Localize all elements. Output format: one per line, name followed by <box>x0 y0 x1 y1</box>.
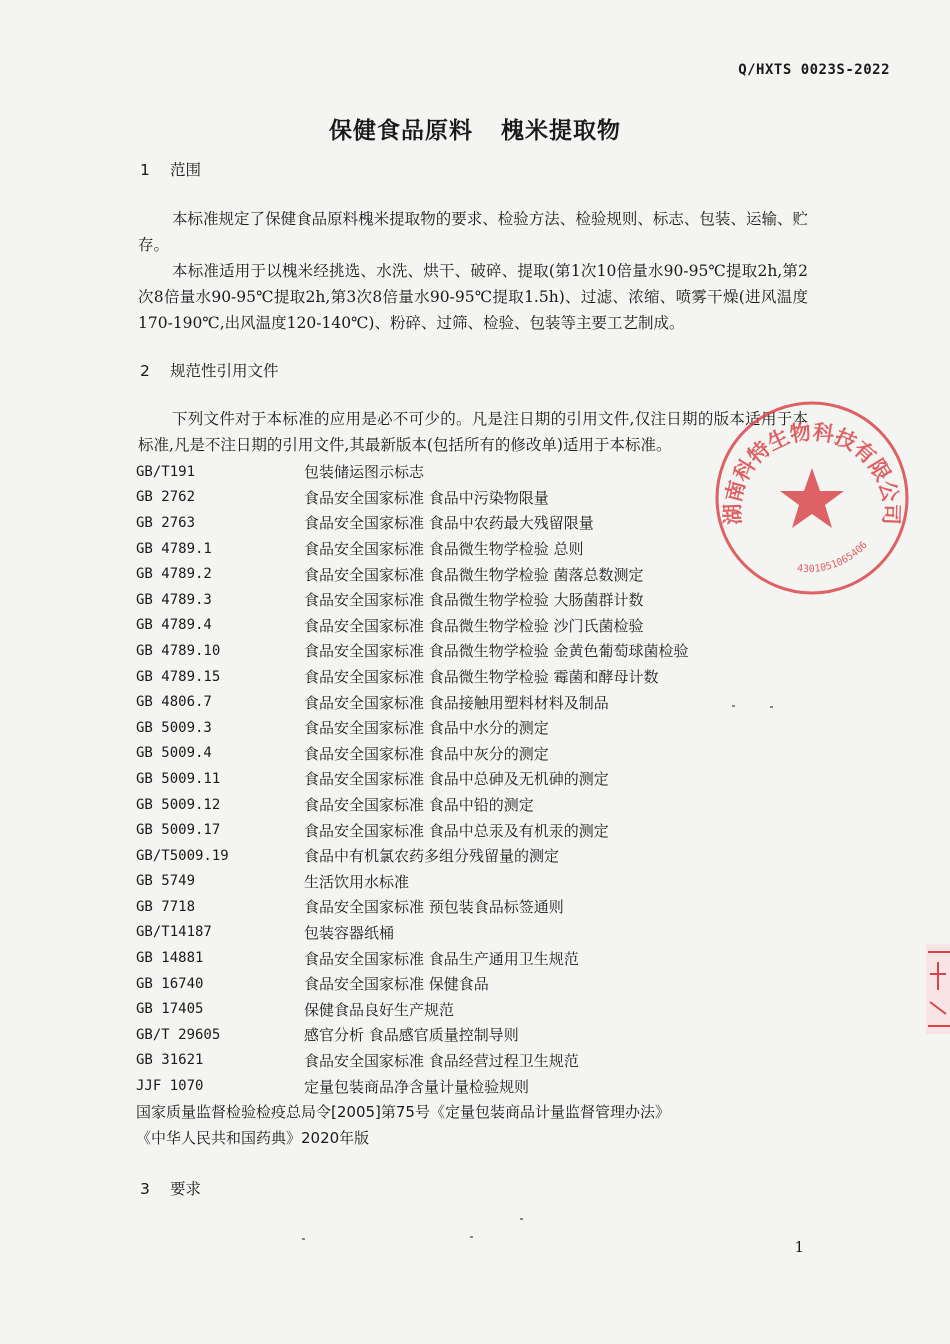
references-list <box>136 459 689 1099</box>
reference-title: 食品安全国家标准 食品中水分的测定 <box>304 719 549 738</box>
reference-code: GB/T191 <box>136 463 196 480</box>
references-intro: 下列文件对于本标准的应用是必不可少的。凡是注日期的引用文件,仅注日期的版本适用于本标准,凡是不注日期的引用文件,其最新版本(包括所有的修改单)适用于本标准。 <box>138 410 808 454</box>
section-2-heading <box>140 359 279 381</box>
reference-code: GB 5009.11 <box>136 770 221 787</box>
section-title: 要求 <box>170 1180 202 1198</box>
reference-title: 食品安全国家标准 食品中污染物限量 <box>304 488 549 507</box>
reference-row <box>136 459 689 485</box>
reference-code: GB 17405 <box>136 1001 204 1018</box>
reference-title: 食品安全国家标准 食品微生物学检验 菌落总数测定 <box>304 565 644 584</box>
reference-row <box>136 817 689 843</box>
reference-row <box>136 638 689 664</box>
reference-title: 食品安全国家标准 预包装食品标签通则 <box>304 898 564 917</box>
reference-row <box>136 664 689 690</box>
reference-row <box>136 766 689 792</box>
reference-row <box>136 485 689 511</box>
reference-code: GB 4789.4 <box>136 617 212 634</box>
reference-title: 食品安全国家标准 保健食品 <box>304 975 489 994</box>
reference-code: GB 5009.4 <box>136 745 212 762</box>
reference-title: 食品安全国家标准 食品生产通用卫生规范 <box>304 949 579 968</box>
reference-row <box>136 510 689 536</box>
reference-code: GB 14881 <box>136 950 204 967</box>
scope-paragraph-1: 本标准规定了保健食品原料槐米提取物的要求、检验方法、检验规则、标志、包装、运输、贮存。 <box>138 210 808 254</box>
reference-code: GB 4789.3 <box>136 591 212 608</box>
reference-row <box>136 715 689 741</box>
reference-code: GB 4806.7 <box>136 694 212 711</box>
adjacent-page-seal-fragment <box>922 944 950 1034</box>
reference-row <box>136 869 689 895</box>
reference-row <box>136 613 689 639</box>
reference-row <box>136 894 689 920</box>
reference-code: GB 5749 <box>136 873 196 890</box>
company-seal <box>712 398 912 598</box>
reference-title: 食品安全国家标准 食品接触用塑料材料及制品 <box>304 693 609 712</box>
reference-title: 包装储运图示标志 <box>304 463 425 482</box>
extra-reference-1: 国家质量监督检验检疫总局令[2005]第75号《定量包装商品计量监督管理办法》 <box>136 1103 670 1121</box>
reference-title: 定量包装商品净含量计量检验规则 <box>304 1077 530 1096</box>
reference-row <box>136 1073 689 1099</box>
reference-title: 食品安全国家标准 食品中灰分的测定 <box>304 744 549 763</box>
reference-code: GB 16740 <box>136 975 204 992</box>
reference-title: 食品安全国家标准 食品微生物学检验 总则 <box>304 540 584 559</box>
title-part-1: 保健食品原料 <box>329 118 473 144</box>
reference-row <box>136 561 689 587</box>
reference-code: GB 2763 <box>136 514 196 531</box>
section-number: 2 <box>140 362 150 380</box>
svg-text:4301051065406 <box>796 540 869 575</box>
document-title <box>0 112 950 145</box>
reference-title: 包装容器纸桶 <box>304 923 395 942</box>
star-icon <box>780 468 844 528</box>
reference-code: GB 2762 <box>136 489 196 506</box>
reference-code: JJF 1070 <box>136 1078 204 1095</box>
reference-code: GB 5009.3 <box>136 719 212 736</box>
extra-reference-2: 《中华人民共和国药典》2020年版 <box>136 1129 370 1147</box>
scope-paragraph-2: 本标准适用于以槐米经挑选、水洗、烘干、破碎、提取(第1次10倍量水90-95℃提取2h,第2次8倍量水90-95℃提取2h,第3次8倍量水90-95℃提取1.5h)、过滤、浓缩、喷雾干燥(进风温度170-190℃,出风温度120-140℃)、粉碎、过筛、检验、包装等主要工艺制成。 <box>138 262 808 332</box>
reference-code: GB/T14187 <box>136 924 212 941</box>
reference-code: GB/T 29605 <box>136 1026 221 1043</box>
reference-code: GB 4789.1 <box>136 540 212 557</box>
title-part-2: 槐米提取物 <box>501 118 621 144</box>
seal-number: 4301051065406 <box>796 539 870 576</box>
reference-title: 食品安全国家标准 食品中总汞及有机汞的测定 <box>304 821 609 840</box>
reference-code: GB 5009.17 <box>136 822 221 839</box>
section-1-heading <box>140 158 201 180</box>
reference-title: 感官分析 食品感官质量控制导则 <box>304 1026 519 1045</box>
section-title: 规范性引用文件 <box>170 362 279 380</box>
reference-row <box>136 1022 689 1048</box>
reference-row <box>136 843 689 869</box>
reference-title: 食品中有机氯农药多组分残留量的测定 <box>304 847 560 866</box>
reference-title: 食品安全国家标准 食品经营过程卫生规范 <box>304 1051 579 1070</box>
reference-title: 食品安全国家标准 食品中总砷及无机砷的测定 <box>304 770 609 789</box>
reference-title: 食品安全国家标准 食品微生物学检验 沙门氏菌检验 <box>304 616 644 635</box>
seal-text: 湖南科特生物科技有限公司 <box>720 419 904 526</box>
reference-row <box>136 587 689 613</box>
reference-title: 食品安全国家标准 食品微生物学检验 霉菌和酵母计数 <box>304 668 659 687</box>
reference-code: GB 31621 <box>136 1052 204 1069</box>
reference-row <box>136 536 689 562</box>
reference-code: GB 4789.10 <box>136 642 221 659</box>
reference-row <box>136 945 689 971</box>
reference-row <box>136 689 689 715</box>
reference-title: 生活饮用水标准 <box>304 872 410 891</box>
page-number: 1 <box>794 1238 804 1256</box>
reference-row <box>136 971 689 997</box>
reference-code: GB 4789.15 <box>136 668 221 685</box>
section-title: 范围 <box>170 161 202 179</box>
reference-row <box>136 996 689 1022</box>
section-number: 3 <box>140 1180 150 1198</box>
reference-row <box>136 741 689 767</box>
reference-title: 食品安全国家标准 食品微生物学检验 大肠菌群计数 <box>304 591 644 610</box>
reference-title: 食品安全国家标准 食品中铅的测定 <box>304 796 534 815</box>
reference-code: GB 7718 <box>136 898 196 915</box>
reference-row <box>136 1048 689 1074</box>
reference-row <box>136 792 689 818</box>
reference-code: GB 4789.2 <box>136 566 212 583</box>
reference-title: 保健食品良好生产规范 <box>304 1000 455 1019</box>
section-3-heading <box>140 1177 201 1199</box>
section-number: 1 <box>140 161 150 179</box>
reference-row <box>136 920 689 946</box>
reference-code: GB 5009.12 <box>136 796 221 813</box>
document-code: Q/HXTS 0023S-2022 <box>738 62 890 78</box>
reference-title: 食品安全国家标准 食品微生物学检验 金黄色葡萄球菌检验 <box>304 642 689 661</box>
reference-code: GB/T5009.19 <box>136 847 229 864</box>
reference-title: 食品安全国家标准 食品中农药最大残留限量 <box>304 514 594 533</box>
